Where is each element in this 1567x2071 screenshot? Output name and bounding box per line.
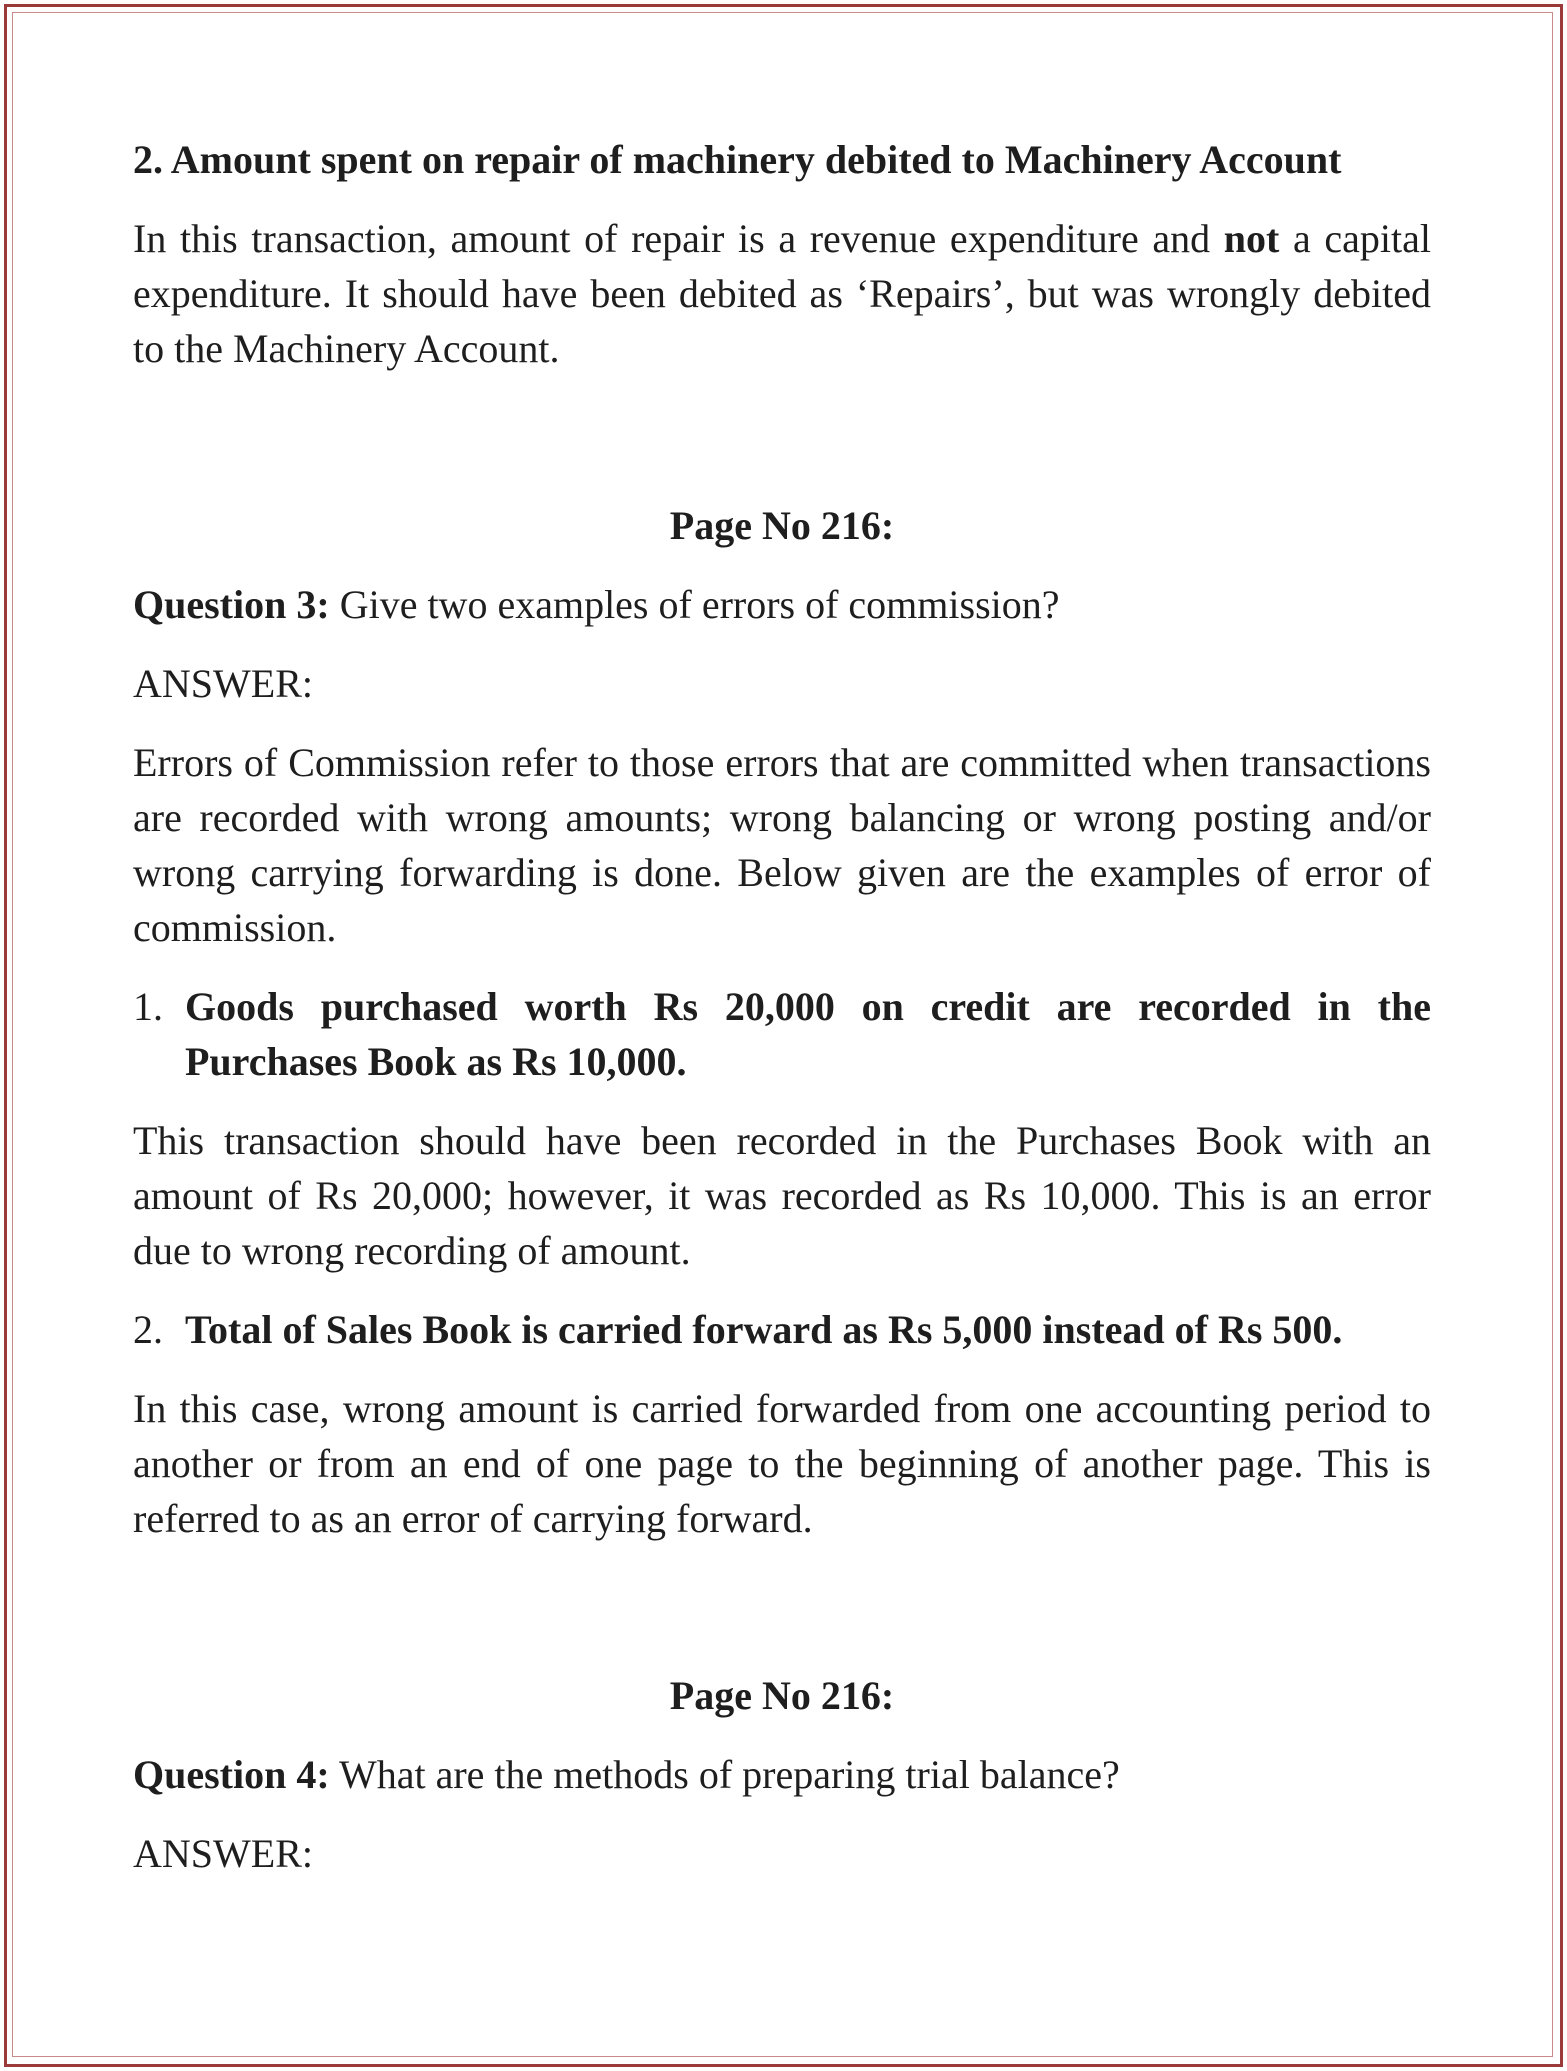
answer-label: ANSWER: (133, 1831, 313, 1876)
answer-intro: Errors of Commission refer to those errors that are committed when transactions are recorded with wrong amounts; wrong balancing or wrong posting and/or wrong carrying forwarding is done. Below given are the examples of error of commission. (133, 740, 1431, 950)
list-item-title: Goods purchased worth Rs 20,000 on credit are recorded in the Purchases Book as Rs 10,000. (185, 984, 1431, 1084)
page-number-heading: Page No 216: (669, 503, 895, 548)
paragraph-text: a capital expenditure. It should have been debited as ‘Repairs’, but was wrongly debited to the Machinery Account. (133, 216, 1431, 371)
question-text: Give two examples of errors of commission? (329, 582, 1060, 627)
answer-label: ANSWER: (133, 661, 313, 706)
list-item (133, 979, 1431, 1089)
question-line (133, 1747, 1431, 1802)
list-item-title: Total of Sales Book is carried forward as Rs 5,000 instead of Rs 500. (185, 1307, 1343, 1352)
question-label: Question 4: (133, 1752, 330, 1797)
list-item (133, 1302, 1431, 1357)
question-line (133, 577, 1431, 632)
list-number: 2. (133, 1307, 163, 1352)
paragraph-text: In this transaction, amount of repair is a revenue expenditure and (133, 216, 1224, 261)
list-item-explanation: This transaction should have been recorded in the Purchases Book with an amount of Rs 20,000; however, it was recorded as Rs 10,000. This is an error due to wrong recording of amount. (133, 1118, 1431, 1273)
question-text: What are the methods of preparing trial balance? (329, 1752, 1120, 1797)
section-heading: 2. Amount spent on repair of machinery debited to Machinery Account (133, 137, 1342, 182)
question-label: Question 3: (133, 582, 330, 627)
page-number-heading: Page No 216: (669, 1673, 895, 1718)
list-number: 1. (133, 984, 163, 1029)
emphasis-text: not (1223, 216, 1280, 261)
document-content (133, 132, 1431, 1881)
list-item-explanation: In this case, wrong amount is carried forwarded from one accounting period to another or from an end of one page to the beginning of another page. This is referred to as an error of carrying forward. (133, 1386, 1431, 1541)
section-paragraph (133, 211, 1431, 376)
